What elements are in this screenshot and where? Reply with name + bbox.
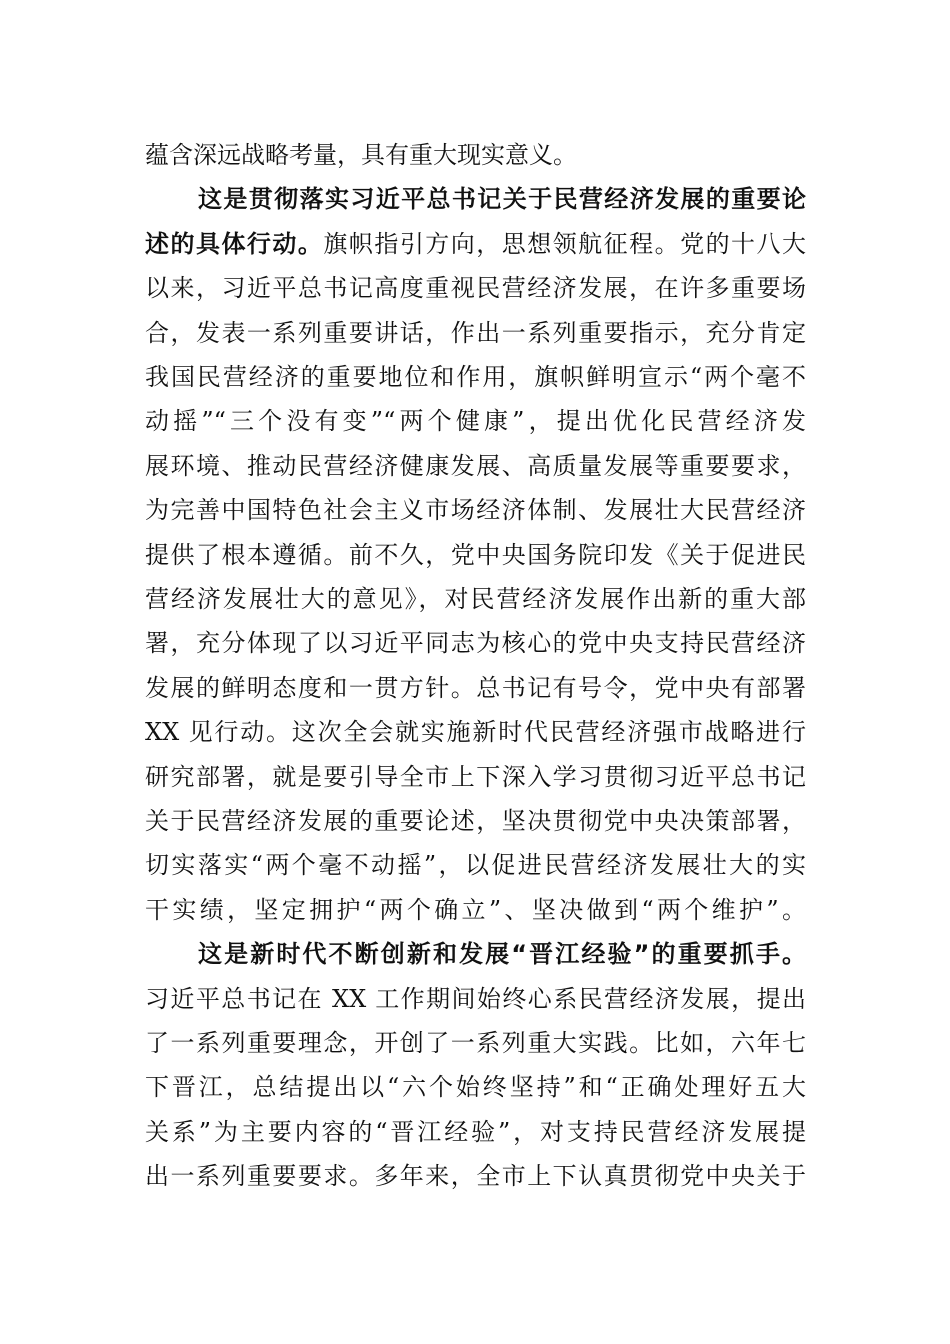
text-line <box>145 138 806 172</box>
text-line <box>145 760 806 794</box>
body-text: 署，充分体现了以习近平同志为核心的党中央支持民营经济 <box>145 629 806 658</box>
body-text: 发展的鲜明态度和一贯方针。总书记有号令，党中央有部署 <box>145 673 806 702</box>
text-line <box>145 848 806 882</box>
text-line <box>145 1070 806 1104</box>
body-text: 干实绩，坚定拥护“两个确立”、坚决做到“两个维护”。 <box>145 895 806 924</box>
bold-heading-text: 这是新时代不断创新和发展“晋江经验”的重要抓手。 <box>198 940 806 969</box>
body-text: 为完善中国特色社会主义市场经济体制、发展壮大民营经济 <box>145 496 806 525</box>
body-text: 营经济发展壮大的意见》，对民营经济发展作出新的重大部 <box>145 585 806 613</box>
text-line <box>145 715 806 749</box>
text-line <box>145 1026 806 1060</box>
text-line <box>145 538 806 572</box>
text-line <box>145 1115 806 1149</box>
text-line <box>145 449 806 483</box>
body-text: 动摇”“三个没有变”“两个健康”，提出优化民营经济发 <box>145 407 806 436</box>
body-text: 展环境、推动民营经济健康发展、高质量发展等重要要求， <box>145 451 806 480</box>
text-line <box>145 404 806 438</box>
text-line <box>145 982 806 1016</box>
text-line <box>198 937 806 971</box>
text-line <box>145 493 806 527</box>
text-line <box>145 271 806 305</box>
body-text: 研究部署，就是要引导全市上下深入学习贯彻习近平总书记 <box>145 762 806 791</box>
body-text: 习近平总书记在 XX 工作期间始终心系民营经济发展，提出 <box>145 984 806 1013</box>
body-text: 提供了根本遵循。前不久，党中央国务院印发《关于促进民 <box>145 540 806 569</box>
body-text: 我国民营经济的重要地位和作用，旗帜鲜明宣示“两个毫不 <box>145 363 806 391</box>
text-line <box>145 804 806 838</box>
body-text: 下晋江，总结提出以“六个始终坚持”和“正确处理好五大 <box>145 1073 806 1102</box>
body-text: 出一系列重要要求。多年来，全市上下认真贯彻党中央关于 <box>145 1162 806 1191</box>
body-text: 以来，习近平总书记高度重视民营经济发展，在许多重要场 <box>145 274 806 303</box>
text-line <box>198 182 806 216</box>
text-line <box>145 671 806 705</box>
body-text: 关于民营经济发展的重要论述，坚决贯彻党中央决策部署， <box>145 807 806 835</box>
body-text: 切实落实“两个毫不动摇”，以促进民营经济发展壮大的实 <box>145 851 806 880</box>
text-line <box>145 316 806 350</box>
body-text: 合，发表一系列重要讲话，作出一系列重要指示，充分肯定 <box>145 318 806 347</box>
text-line <box>145 360 806 394</box>
body-text: 旗帜指引方向，思想领航征程。党的十八大 <box>323 229 807 258</box>
text-line <box>145 582 806 616</box>
bold-heading-text: 这是贯彻落实习近平总书记关于民营经济发展的重要论 <box>198 185 806 214</box>
text-line <box>145 227 806 261</box>
body-text: 了一系列重要理念，开创了一系列重大实践。比如，六年七 <box>145 1029 806 1057</box>
body-text: 蕴含深远战略考量，具有重大现实意义。 <box>145 141 577 169</box>
body-text: XX 见行动。这次全会就实施新时代民营经济强市战略进行 <box>145 718 806 747</box>
text-line <box>145 626 806 660</box>
body-text: 关系”为主要内容的“晋江经验”，对支持民营经济发展提 <box>145 1117 806 1146</box>
text-line <box>145 1159 806 1193</box>
text-line <box>145 893 806 927</box>
bold-heading-text: 述的具体行动。 <box>145 229 324 258</box>
